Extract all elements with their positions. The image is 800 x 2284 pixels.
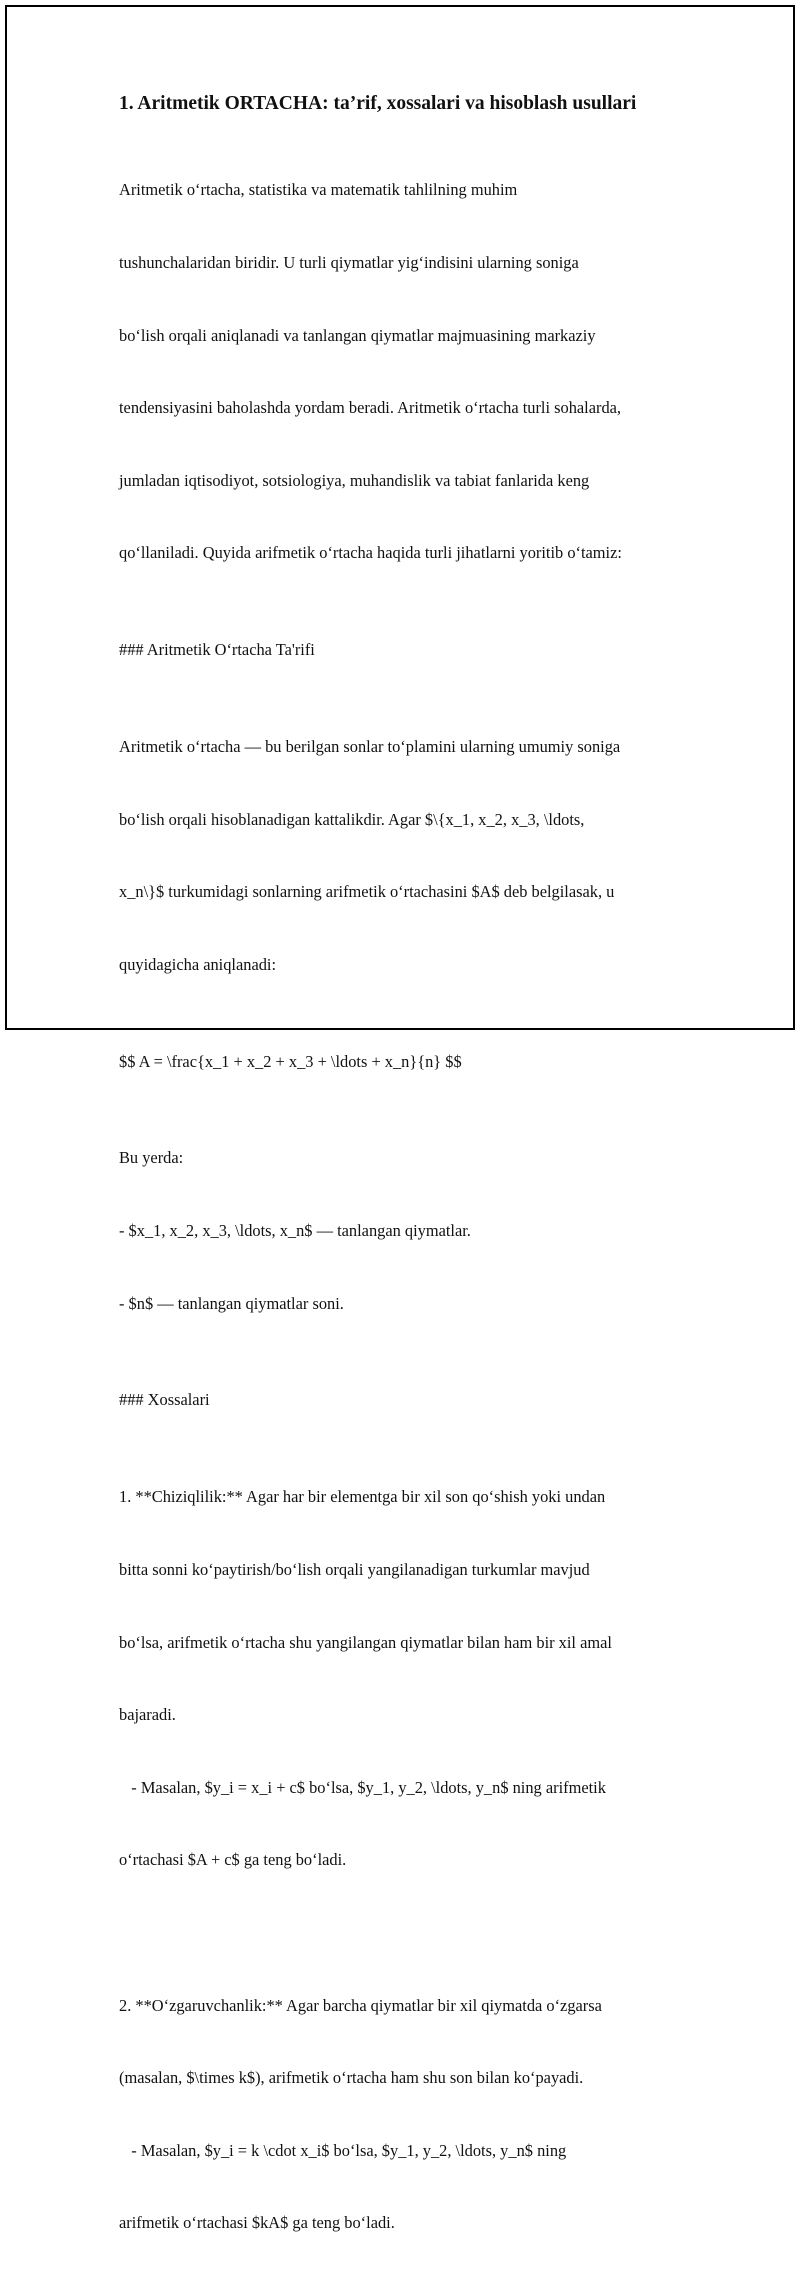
paragraph-gap [119,1025,699,1049]
paragraph-gap [119,1074,699,1098]
properties-heading: ### Xossalari [119,1390,210,1410]
text-line: - Masalan, $y_i = x_i + c$ bo‘lsa, $y_1, y_2, \ldots, y_n$ ning arifmetik [119,1777,606,1797]
text-line: tendensiyasini baholashda yordam beradi. Aritmetik o‘rtacha turli sohalarda, [119,398,622,418]
text-line: o‘rtachasi $A + c$ ga teng bo‘ladi. [119,1850,347,1870]
text-line: jumladan iqtisodiyot, sotsiologiya, muhandislik va tabiat fanlarida keng [119,470,590,490]
document-title: 1. Aritmetik ORTACHA: ta’rif, xossalari va hisoblash usullari [119,93,637,114]
text-line: - Masalan, $y_i = k \cdot x_i$ bo‘lsa, $y_1, y_2, \ldots, y_n$ ning [119,2140,567,2160]
text-line: bitta sonni ko‘paytirish/bo‘lish orqali yangilanadigan turkumlar mavjud [119,1559,590,1579]
page-frame [5,5,795,2233]
paragraph-gap [119,614,699,638]
text-line: Aritmetik o‘rtacha — bu berilgan sonlar to‘plamini ularning umumiy soniga [119,737,621,757]
text-line: bo‘lish orqali hisoblanadigan kattalikdir. Agar $\{x_1, x_2, x_3, \ldots, [119,809,585,829]
text-line: tushunchalaridan biridir. U turli qiymatlar yig‘indisini ularning soniga [119,253,579,273]
text-line: Bu yerda: [119,1148,184,1168]
list-item: - $x_1, x_2, x_3, \ldots, x_n$ — tanlangan qiymatlar. [119,1221,471,1241]
property-1 [119,1437,699,1921]
definition-paragraph [119,687,699,1026]
property-2 [119,1945,699,2284]
where-paragraph [119,1098,699,1364]
definition-heading: ### Aritmetik O‘rtacha Ta'rifi [119,640,315,660]
text-line: 1. **Chiziqlilik:** Agar har bir elementga bir xil son qo‘shish yoki undan [119,1487,606,1507]
paragraph-gap [119,1364,699,1388]
text-line: x_n\}$ turkumidagi sonlarning arifmetik o‘rtachasini $A$ deb belgilasak, u [119,882,615,902]
text-line: Aritmetik o‘rtacha, statistika va matematik tahlilning muhim [119,180,518,200]
text-line: arifmetik o‘rtachasi $kA$ ga teng bo‘ladi. [119,2213,395,2233]
paragraph-gap [119,1921,699,1945]
text-line: quyidagicha aniqlanadi: [119,954,277,974]
text-line: 2. **O‘zgaruvchanlik:** Agar barcha qiymatlar bir xil qiymatda o‘zgarsa [119,1995,602,2015]
text-line: (masalan, $\times k$), arifmetik o‘rtacha ham shu son bilan ko‘payadi. [119,2068,584,2088]
document-body [119,91,699,2284]
intro-paragraph [119,130,699,614]
paragraph-gap [119,662,699,686]
paragraph-gap [119,1413,699,1437]
formula-line: $$ A = \frac{x_1 + x_2 + x_3 + \ldots + x_n}{n} $$ [119,1051,462,1071]
text-line: bajaradi. [119,1705,176,1725]
text-line: bo‘lsa, arifmetik o‘rtacha shu yangilangan qiymatlar bilan ham bir xil amal [119,1632,612,1652]
list-item: - $n$ — tanlangan qiymatlar soni. [119,1293,344,1313]
text-line: bo‘lish orqali aniqlanadi va tanlangan qiymatlar majmuasining markaziy [119,325,596,345]
text-line: qo‘llaniladi. Quyida arifmetik o‘rtacha haqida turli jihatlarni yoritib o‘tamiz: [119,543,622,563]
